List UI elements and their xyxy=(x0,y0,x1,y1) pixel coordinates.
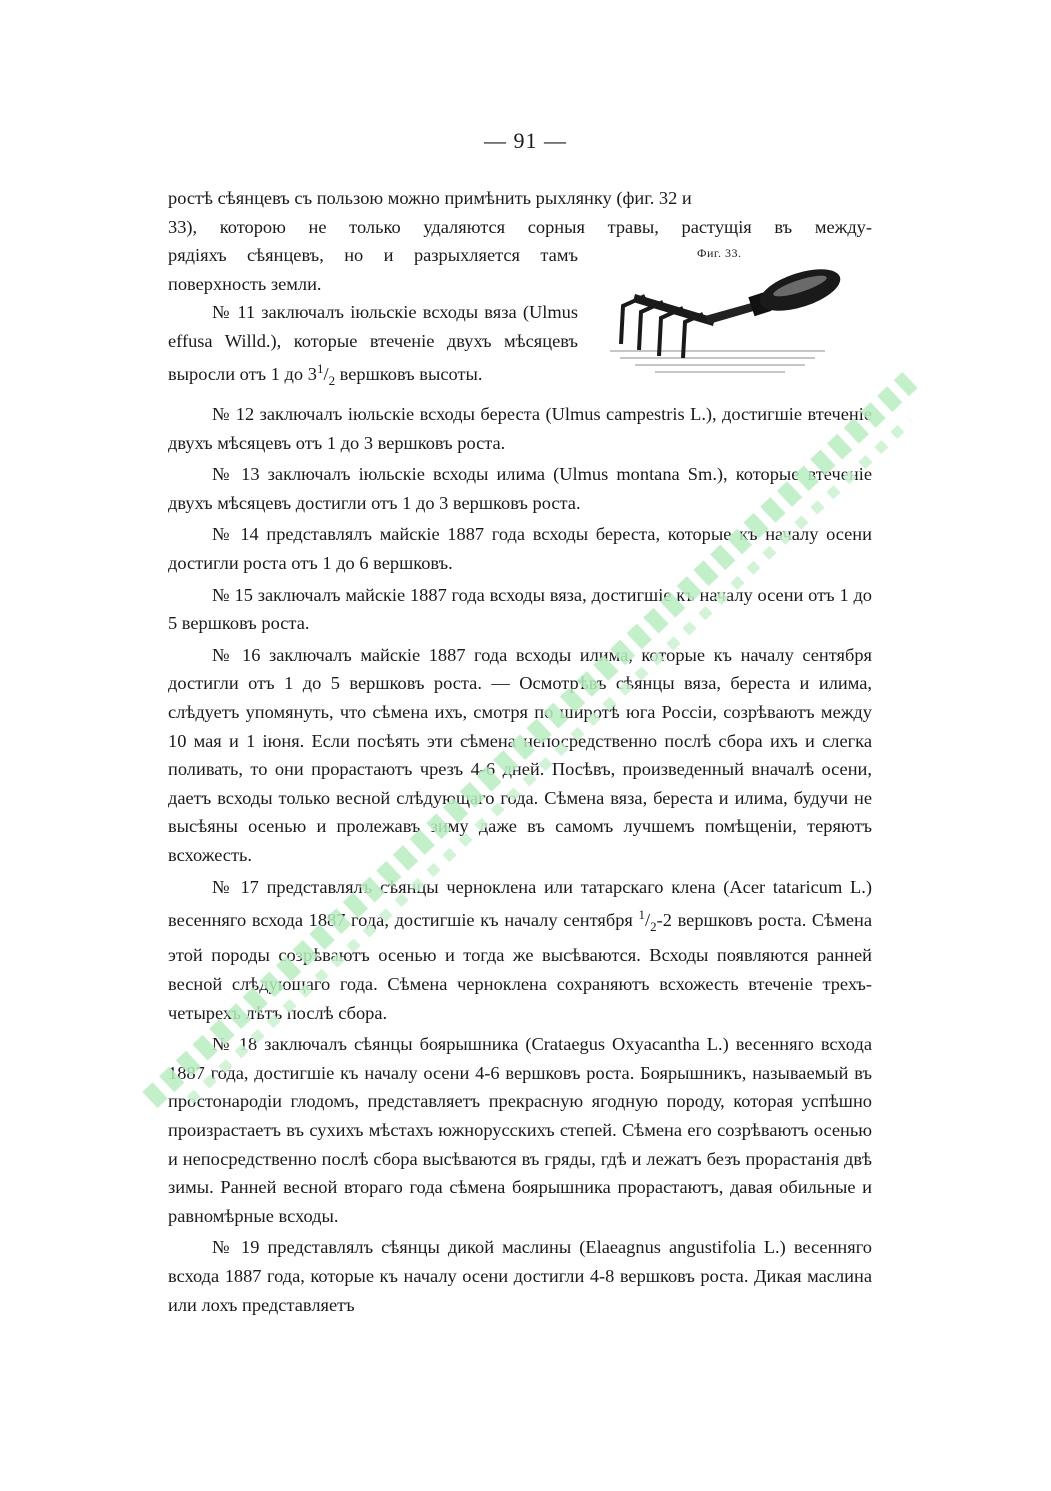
intro-line-1: ростѣ сѣянцевъ съ пользою можно примѣнить рыхлянку (фиг. 32 и xyxy=(168,188,692,208)
paragraph-15: № 15 заключалъ майскіе 1887 года всходы вяза, достигшіе къ началу осени отъ 1 до 5 вершковъ роста. xyxy=(168,584,872,634)
narrow-column xyxy=(168,241,578,396)
paragraph-16: № 16 заключалъ майскіе 1887 года всходы илима, которые къ началу сентября достигли отъ 1 до 5 вершковъ роста. — Осмотрѣвъ сѣянцы вяза, береста и илима, слѣдуетъ упомянуть, что сѣмена ихъ, смотря по широтѣ юга Россіи, созрѣваютъ между 10 мая и 1 іюня. Если посѣять эти сѣмена непосредственно послѣ сбора ихъ и слегка поливать, то они прорастаютъ чрезъ 4-6 дней. Посѣвъ, произведенный вначалѣ осени, даетъ всходы только весной слѣдующаго года. Сѣмена вяза, береста и илима, будучи не высѣяны осенью и пролежавъ зиму даже въ самомъ лучшемъ помѣщеніи, теряютъ всхожесть. xyxy=(168,644,872,865)
paragraph-18: № 18 заключалъ сѣянцы боярышника (Crataegus Oxyacantha L.) весенняго всхода 1887 года, достигшіе къ началу осени 4-6 вершковъ роста. Боярышникъ, называемый въ простонародіи глодомъ, представляетъ прекрасную ягодную породу, которая успѣшно произрастаетъ въ сухихъ мѣстахъ южнорусскихъ степей. Сѣмена его созрѣваютъ осенью и непосредственно послѣ сбора высѣваются въ гряды, гдѣ и лежатъ безъ прорастанія двѣ зимы. Ранней весной втораго года сѣмена боярышника прорастаютъ, давая обильные и равномѣрные всходы. xyxy=(168,1034,872,1226)
paragraph-17: № 17 представлялъ сѣянцы черноклена или татарскаго клена (Acer tataricum L.) весенняго всхода 1887 года, достигшіе къ началу сентября $^1/_2-2$ вершковъ роста. Сѣмена этой породы созрѣваютъ осенью и тогда же высѣваются. Всходы появляются ранней весной слѣдующаго года. Сѣмена черноклена сохраняютъ всхожесть втеченіе трехъ-четырехъ лѣтъ послѣ сбора. xyxy=(168,876,872,1023)
paragraph-19: № 19 представлялъ сѣянцы дикой маслины (Elaeagnus angustifolia L.) весенняго всхода 1887 года, которые къ началу осени достигли 4-8 вершковъ роста. Дикая маслина или лохъ представляетъ xyxy=(168,1237,872,1315)
intro-line-2: 33), которою не только удаляются сорныя травы, растущія въ между- xyxy=(168,216,872,237)
ground-hatching xyxy=(610,351,825,372)
paragraph-12: № 12 заключалъ іюльскіе всходы береста (Ulmus campestris L.), достигшіе втеченіе двухъ мѣсяцевъ отъ 1 до 3 вершковъ роста. xyxy=(168,404,872,453)
page-number: — 91 — xyxy=(484,128,567,153)
paragraph-17-end: -2 вершковъ роста. Сѣмена этой породы созрѣваютъ осенью и тогда же высѣваются. Всходы появляются ранней весной слѣдующаго года. Сѣмена черноклена сохраняютъ всхожесть втеченіе трехъ-четырехъ лѣтъ послѣ сбора. xyxy=(168,910,872,1023)
paragraph-13: № 13 заключалъ іюльскіе всходы илима (Ulmus montana Sm.), которые втеченіе двухъ мѣсяцевъ достигли отъ 1 до 3 вершковъ роста. xyxy=(168,464,872,513)
paragraph-11-number: 3 xyxy=(307,364,317,385)
intro-block xyxy=(168,184,872,241)
cultivator-illustration xyxy=(605,266,845,381)
fraction-denominator: 2 xyxy=(328,373,336,389)
figure-33 xyxy=(605,242,850,382)
main-text xyxy=(168,400,872,1322)
paragraph-11-text: № 11 заключалъ іюльскіе всходы вяза (Ulmus effusa Willd.), которые втеченіе двухъ мѣсяцевъ выросли отъ 1 до xyxy=(168,302,578,385)
neck xyxy=(705,302,757,324)
paragraph-11-end: вершковъ высоты. xyxy=(335,364,483,385)
intro-continuation: рядіяхъ сѣянцевъ, но и разрыхляется тамъ поверхность земли. xyxy=(168,245,578,294)
paragraph-14: № 14 представлялъ майскіе 1887 года всходы береста, которые къ началу осени достигли роста отъ 1 до 6 вершковъ. xyxy=(168,524,872,573)
paragraph-17-start: № 17 представлялъ сѣянцы черноклена или татарскаго клена (Acer tataricum L.) весенняго всхода 1887 года, достигшіе къ началу сентября xyxy=(168,876,872,931)
fraction-denominator: 2 xyxy=(650,918,657,934)
fraction-numerator: 1 xyxy=(638,907,645,923)
figure-caption: Фиг. 33. xyxy=(697,246,742,260)
fraction-numerator: 1 xyxy=(316,361,324,377)
paragraph-11: № 11 заключалъ іюльскіе всходы вяза (Ulmus effusa Willd.), которые втеченіе двухъ мѣсяцевъ выросли отъ 1 до $3^1/_2$ вершковъ высоты. xyxy=(168,302,578,389)
